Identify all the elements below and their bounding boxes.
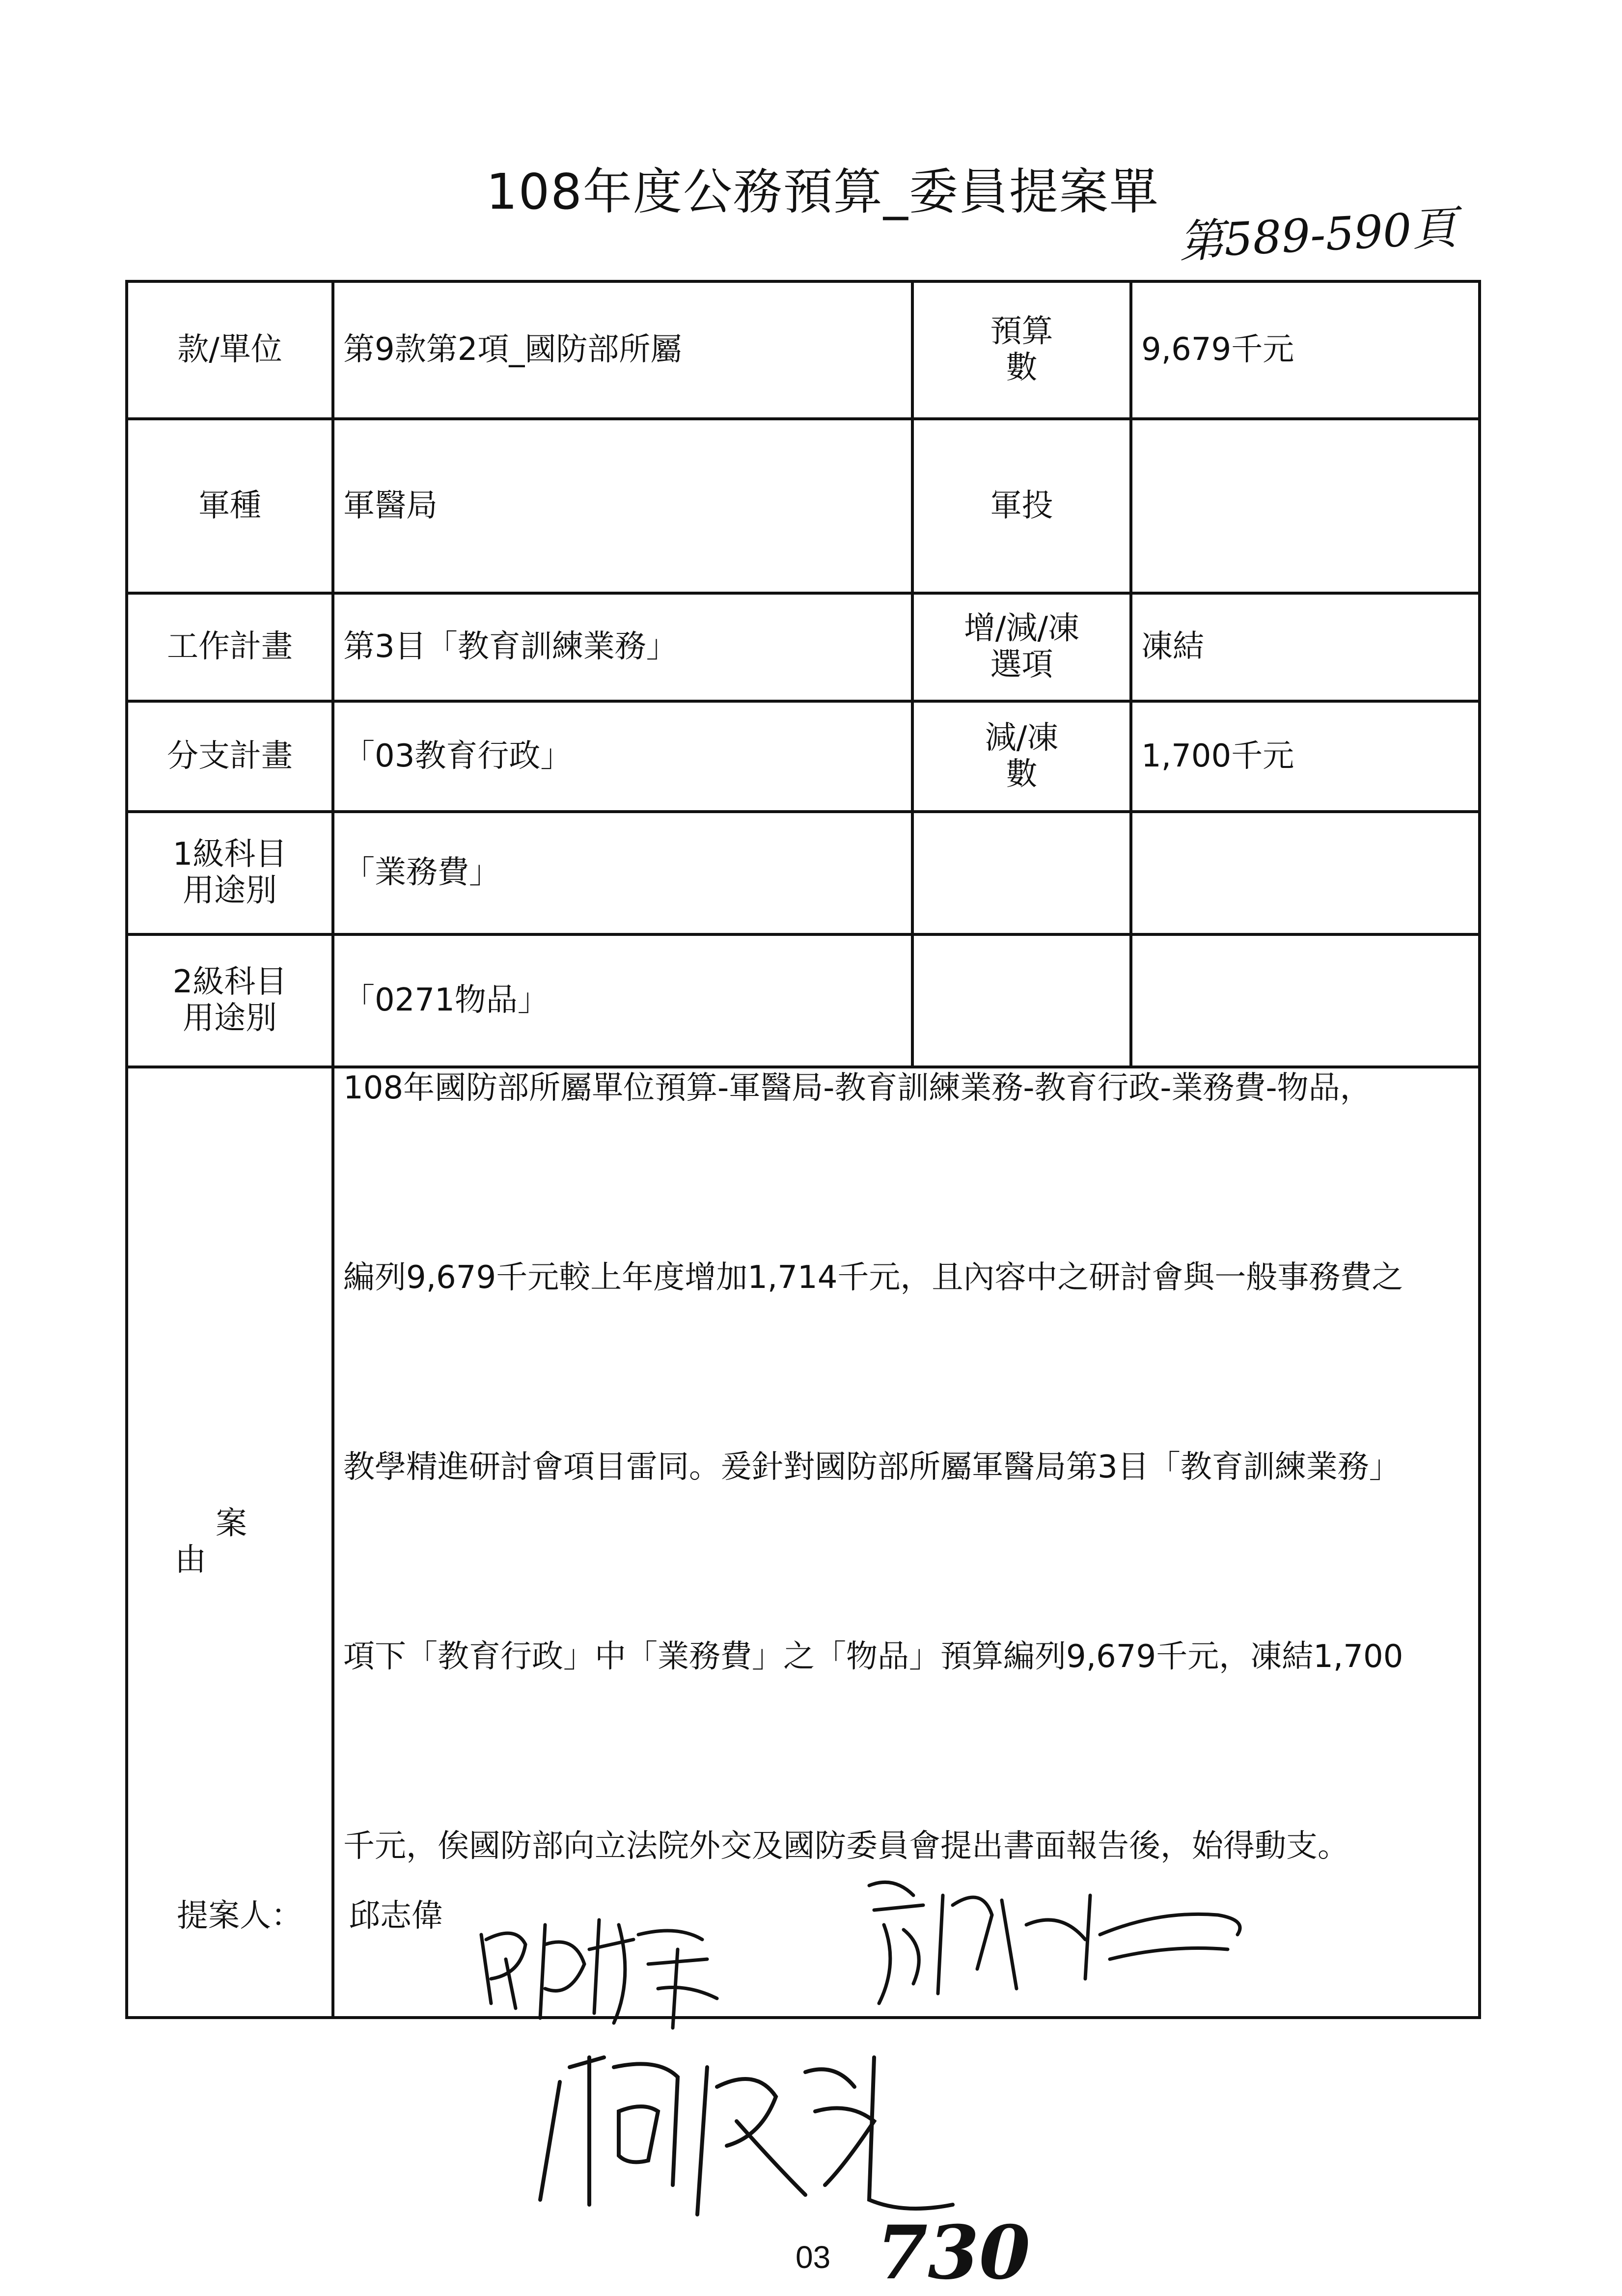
reduction-amount-label-line2: 數: [1006, 756, 1038, 793]
service-label: 軍種: [127, 419, 333, 593]
page-number: 03: [796, 2240, 831, 2275]
proposal-form-table: [125, 280, 1481, 2019]
proposer-name: 邱志偉: [349, 1898, 443, 1934]
reduction-amount-label: [912, 701, 1131, 812]
action-option-label-line2: 選項: [990, 647, 1053, 683]
empty-cell: [912, 934, 1131, 1067]
budget-amount-value: 9,679千元: [1131, 281, 1480, 419]
military-investment-label: 軍投: [912, 419, 1131, 593]
service-value: 軍醫局: [333, 419, 912, 593]
reason-label-text: 案由: [175, 1505, 326, 1578]
reason-line: 千元，俟國防部向立法院外交及國防委員會提出書面報告後，始得動支。: [343, 1828, 1349, 1864]
level2-subject-label: [127, 934, 333, 1067]
proposer-label: 提案人：: [177, 1898, 302, 1934]
level2-subject-value: 「0271物品」: [333, 934, 912, 1067]
signature-3: [530, 2038, 962, 2224]
handwritten-stamp-number: 730: [877, 2210, 1031, 2296]
level1-subject-label-line2: 用途別: [183, 873, 277, 909]
form-row-service: [127, 419, 1480, 593]
empty-cell: [1131, 934, 1480, 1067]
action-option-value: 凍結: [1131, 593, 1480, 701]
budget-amount-label: [912, 281, 1131, 419]
budget-amount-label-line2: 數: [1006, 350, 1038, 386]
budget-amount-label-line1: 預算: [990, 313, 1053, 350]
reduction-amount-label-line1: 減/凍: [985, 719, 1059, 756]
signature-2: [854, 1866, 1257, 2013]
empty-cell: [1131, 812, 1480, 934]
unit-label: 款/單位: [127, 281, 333, 419]
form-row-level1-subject: [127, 812, 1480, 934]
level1-subject-label: [127, 812, 333, 934]
reason-line: 項下「教育行政」中「業務費」之「物品」預算編列9,679千元，凍結1,700: [343, 1639, 1403, 1675]
form-row-level2-subject: [127, 934, 1480, 1067]
unit-value: 第9款第2項_國防部所屬: [333, 281, 912, 419]
action-option-label-line1: 增/減/凍: [963, 610, 1080, 647]
action-option-label: [912, 593, 1131, 701]
level1-subject-value: 「業務費」: [333, 812, 912, 934]
reason-line: 教學精進研討會項目雷同。爰針對國防部所屬軍醫局第3目「教育訓練業務」: [343, 1449, 1401, 1485]
level2-subject-label-line2: 用途別: [183, 1000, 277, 1037]
signature-1: [471, 1905, 737, 2033]
branch-plan-value: 「03教育行政」: [333, 701, 912, 812]
branch-plan-label: 分支計畫: [127, 701, 333, 812]
form-row-reason: [127, 1067, 1480, 2018]
form-row-branch-plan: [127, 701, 1480, 812]
form-row-work-plan: [127, 593, 1480, 701]
empty-cell: [912, 812, 1131, 934]
military-investment-value: [1131, 419, 1480, 593]
reason-line: 108年國防部所屬單位預算-軍醫局-教育訓練業務-教育行政-業務費-物品，: [343, 1070, 1372, 1106]
reason-line: 編列9,679千元較上年度增加1,714千元，且內容中之研討會與一般事務費之: [343, 1259, 1403, 1296]
reduction-amount-value: 1,700千元: [1131, 701, 1480, 812]
level1-subject-label-line1: 1級科目: [172, 836, 287, 873]
reason-label: [127, 1067, 333, 2018]
work-plan-label: 工作計畫: [127, 593, 333, 701]
work-plan-value: 第3目「教育訓練業務」: [333, 593, 912, 701]
page-title: 108年度公務預算_委員提案單: [486, 163, 1159, 220]
handwritten-page-reference: 第589-590頁: [1177, 201, 1458, 269]
form-row-unit: [127, 281, 1480, 419]
level2-subject-label-line1: 2級科目: [172, 964, 287, 1001]
